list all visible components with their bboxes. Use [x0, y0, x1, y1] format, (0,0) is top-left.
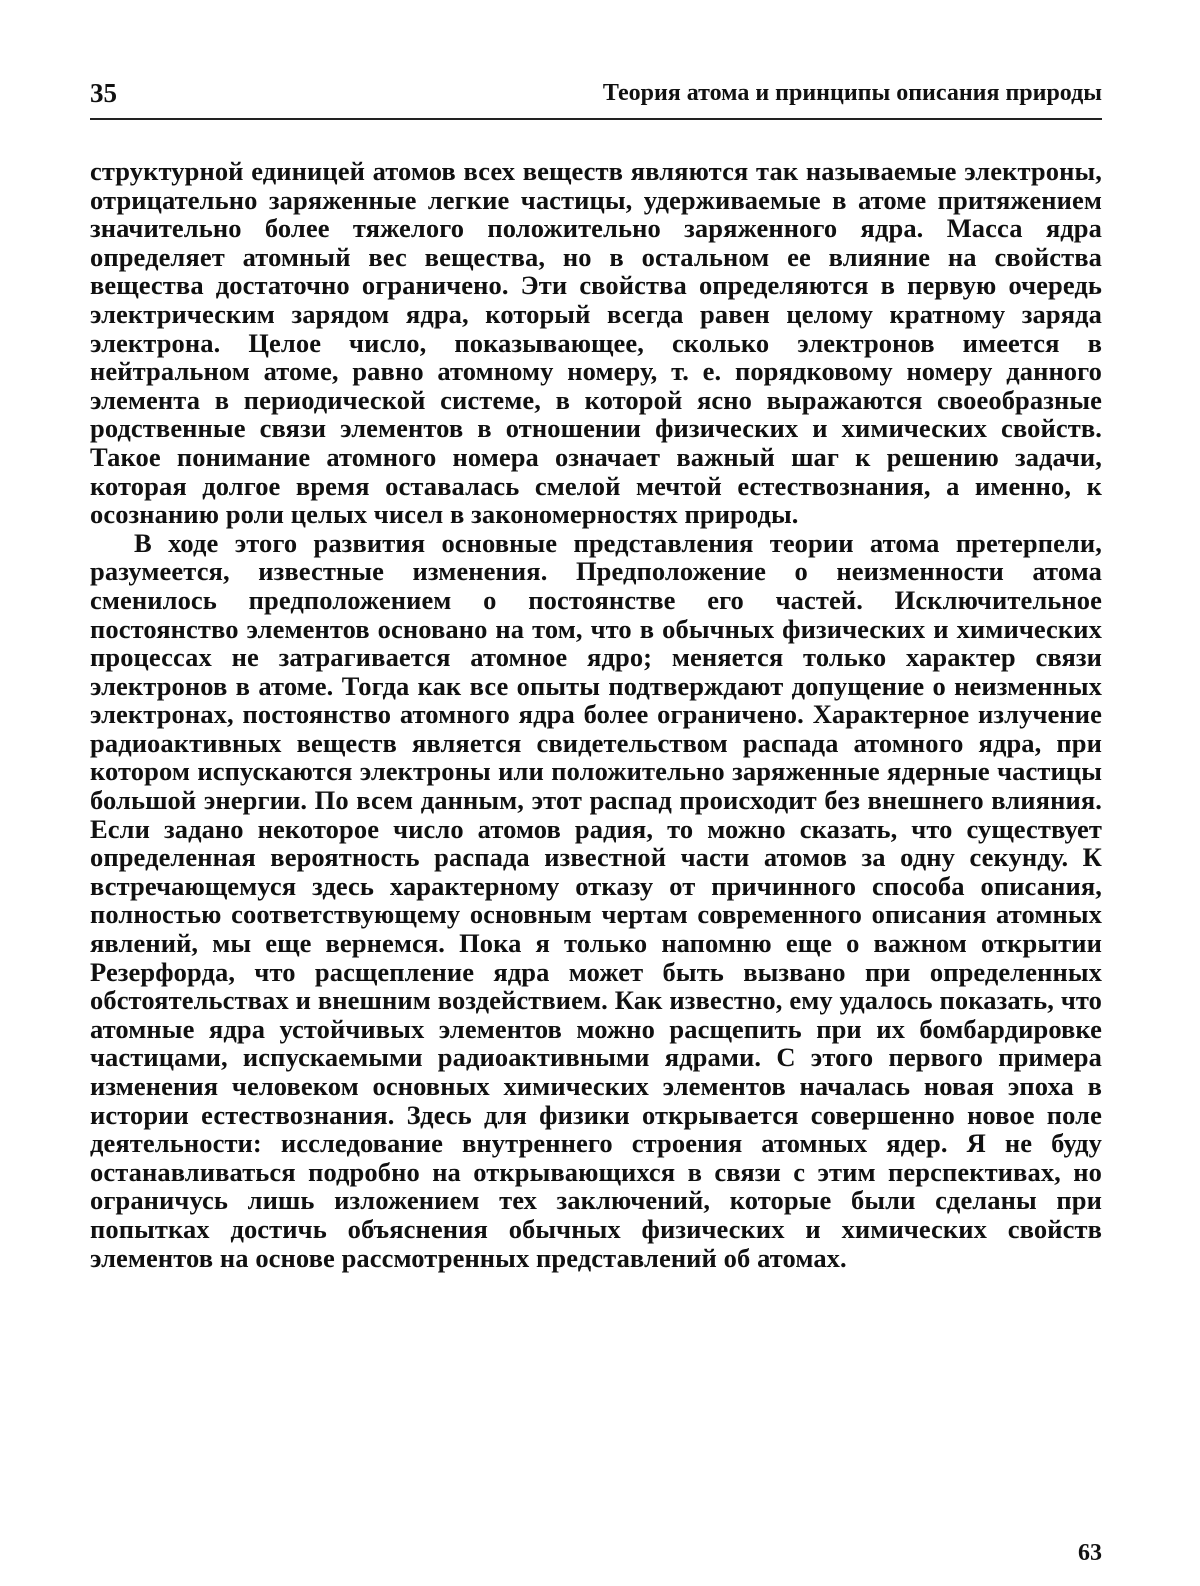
paragraph: В ходе этого развития основные представления теории атома претерпели, разумеется, известные изменения. Предположение о неизменности атома сменилось предположением о постоянстве его частей. Исключительное постоянство элементов основано на том, что в обычных физических и химических процессах не затрагивается атомное ядро; меняется только характер связи электронов в атоме. Тогда как все опыты подтверждают допущение о неизменных электронах, постоянство атомного ядра более ограничено. Характерное излучение радиоактивных веществ является свидетельством распада атомного ядра, при котором испускаются электроны или положительно заряженные ядерные частицы большой энергии. По всем данным, этот распад происходит без внешнего влияния. Если задано некоторое число атомов радия, то можно сказать, что существует определенная вероятность распада известной части атомов за одну секунду. К встречающемуся здесь характерному отказу от причинного способа описания, полностью соответствующему основным чертам современного описания атомных явлений, мы еще вернемся. Пока я только напомню еще о важном открытии Резерфорда, что расщепление ядра может быть вызвано при определенных обстоятельствах и внешним воздействием. Как известно, ему удалось показать, что атомные ядра устойчивых элементов можно расщепить при их бомбардировке частицами, испускаемыми радиоактивными ядрами. С этого первого примера изменения человеком основных химических элементов началась новая эпоха в истории естествознания. Здесь для физики открывается совершенно новое поле деятельности: исследование внутреннего строения атомных ядер. Я не буду останавливаться подробно на открывающихся в связи с этим перспективах, но ограничусь лишь изложением тех заключений, которые были сделаны при попытках достичь объяснения обычных физических и химических свойств элементов на основе рассмотренных представлений об атомах.: [90, 527, 1102, 1273]
header-rule: [90, 118, 1102, 120]
page-number: 63: [1078, 1540, 1102, 1566]
body-text: [90, 157, 1102, 1272]
page-header: [90, 78, 1102, 118]
running-title: Теория атома и принципы описания природы: [602, 80, 1102, 106]
paragraph-continued: структурной единицей атомов всех веществ являются так называемые электроны, отрицательно заряженные легкие частицы, удерживаемые в атоме притяжением значительно более тяжелого положительно заряженного ядра. Масса ядра определяет атомный вес вещества, но в остальном ее влияние на свойства вещества достаточно ограничено. Эти свойства определяются в первую очередь электрическим зарядом ядра, который всегда равен целому кратному заряда электрона. Целое число, показывающее, сколько электронов имеется в нейтральном атоме, равно атомному номеру, т. е. порядковому номеру данного элемента в периодической системе, в которой ясно выражаются своеобразные родственные связи элементов в отношении физических и химических свойств. Такое понимание атомного номера означает важный шаг к решению задачи, которая долгое время оставалась смелой мечтой естествознания, а именно, к осознанию роли целых чисел в закономерностях природы.: [90, 156, 1102, 530]
section-number: 35: [90, 78, 117, 108]
